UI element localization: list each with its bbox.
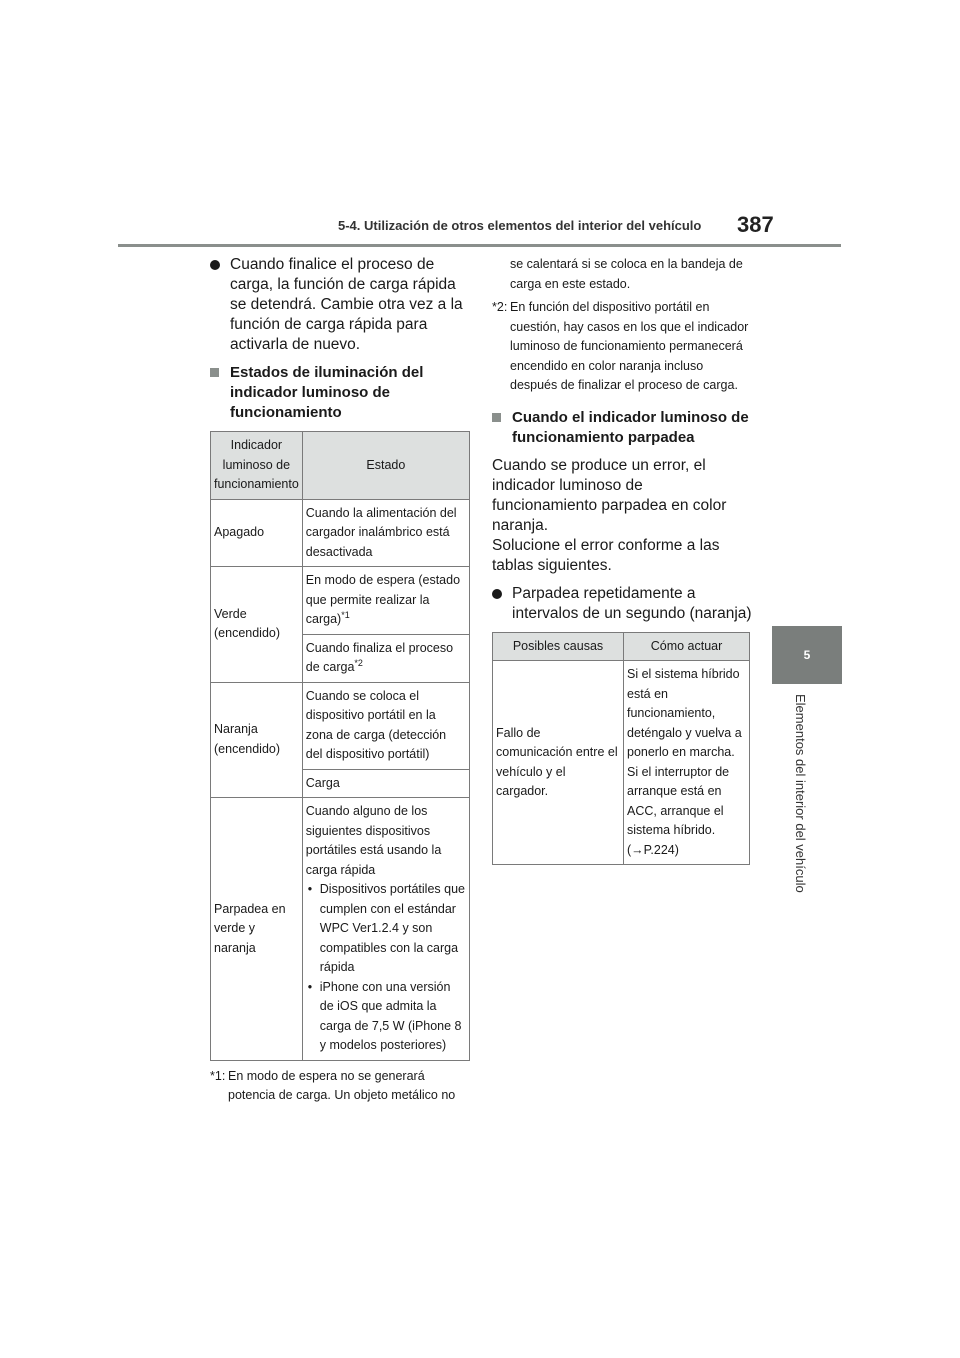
table-cell: Cuando finaliza el proceso de carga$^{*2}$	[302, 634, 469, 682]
header-divider	[118, 244, 841, 247]
table-cell: Cuando se coloca el dispositivo portátil en la zona de carga (detección del dispositivo portátil)	[302, 682, 469, 769]
table-cell: Carga	[302, 769, 469, 798]
chapter-label: Elementos del interior del vehículo	[793, 694, 808, 893]
table-cell: Fallo de comunicación entre el vehículo y el cargador.	[493, 661, 624, 865]
square-bullet-icon	[492, 413, 501, 422]
table-cell: Naranja (encendido)	[211, 682, 303, 798]
table-cell: Cuando la alimentación del cargador inalámbrico está desactivada	[302, 499, 469, 567]
table-header: Estado	[302, 432, 469, 500]
table-header: Indicador luminoso de funcionamiento	[211, 432, 303, 500]
table-cell: Verde (encendido)	[211, 567, 303, 683]
bullet-icon	[492, 589, 502, 599]
paragraph: Solucione el error conforme a las tablas siguientes.	[492, 536, 720, 574]
section-title: 5-4. Utilización de otros elementos del interior del vehículo	[338, 218, 702, 233]
bullet-item: Parpadea repetidamente a intervalos de un segundo (naranja)	[492, 584, 752, 624]
table-cell: Parpadea en verde y naranja	[211, 798, 303, 1061]
table-cell: Cuando alguno de los siguientes dispositivos portátiles está usando la carga rápida • Dispositivos portátiles que cumplen con el estándar WPC Ver1.2.4 y son compatibles con la carga rápida • iPhone con una versión de iOS que admita la carga de 7,5 W (iPhone 8 y modelos posteriores)	[302, 798, 469, 1061]
bullet-icon	[210, 260, 220, 270]
footnote-continued: se calentará si se coloca en la bandeja de carga en este estado.	[510, 257, 743, 291]
table-header: Cómo actuar	[624, 632, 750, 661]
page-number: 387	[737, 212, 774, 237]
footnote: *2: En función del dispositivo portátil en cuestión, hay casos en los que el indicador luminoso de funcionamiento permanecerá encendido en color naranja incluso después de finalizar el proceso de carga.	[492, 300, 749, 392]
section-heading: Estados de iluminación del indicador luminoso de funcionamiento	[210, 363, 472, 423]
footnote: *1: En modo de espera no se generará potencia de carga. Un objeto metálico no	[210, 1068, 456, 1102]
paragraph: Cuando se produce un error, el indicador luminoso de funcionamiento parpadea en color naranja.	[492, 456, 727, 534]
section-heading: Cuando el indicador luminoso de funcionamiento parpadea	[492, 408, 752, 448]
bullet-item: Cuando finalice el proceso de carga, la función de carga rápida se detendrá. Cambie otra vez a la función de carga rápida para activarla de nuevo.	[210, 255, 472, 355]
lighting-states-table	[210, 431, 470, 1061]
left-column	[210, 255, 472, 1110]
square-bullet-icon	[210, 368, 219, 377]
error-table	[492, 632, 750, 866]
table-cell: Si el sistema híbrido está en funcionamiento, deténgalo y vuelva a ponerlo en marcha. Si el interruptor de arranque está en ACC, arranque el sistema híbrido. (→P.224)	[624, 661, 750, 865]
table-cell: Apagado	[211, 499, 303, 567]
table-cell: En modo de espera (estado que permite realizar la carga)$^{*1}$	[302, 567, 469, 635]
table-header: Posibles causas	[493, 632, 624, 661]
right-column	[492, 255, 752, 865]
chapter-tab: 5	[772, 626, 842, 684]
